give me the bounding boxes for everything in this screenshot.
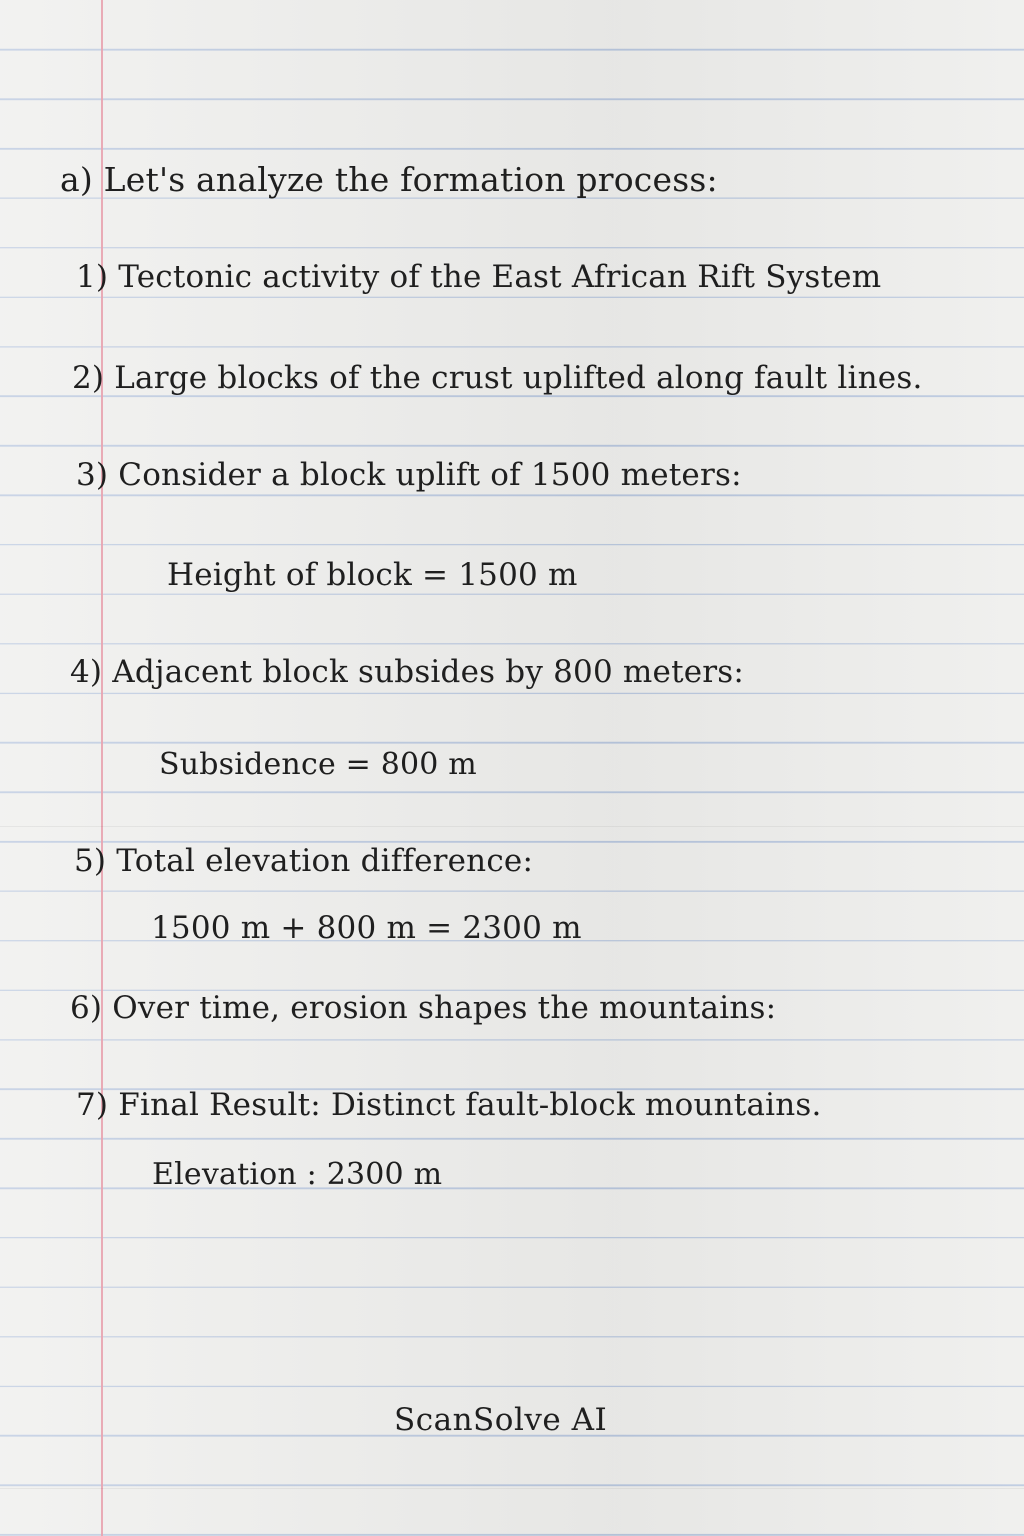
paper-fold (0, 1488, 1024, 1489)
subsidence-calculation: Subsidence = 800 m (159, 747, 477, 782)
step-1: 1) Tectonic activity of the East African Rift System (76, 259, 882, 295)
step-3: 3) Consider a block uplift of 1500 meters: (76, 457, 742, 493)
step-7: 7) Final Result: Distinct fault-block mountains. (76, 1087, 822, 1123)
step-5: 5) Total elevation difference: (74, 843, 534, 879)
page-title: a) Let's analyze the formation process: (60, 160, 718, 199)
step-6: 6) Over time, erosion shapes the mountains: (70, 990, 777, 1026)
paper-fold (0, 826, 1024, 827)
step-4: 4) Adjacent block subsides by 800 meters: (70, 654, 745, 690)
elevation-difference-calculation: 1500 m + 800 m = 2300 m (151, 910, 582, 946)
height-of-block-calculation: Height of block = 1500 m (167, 557, 578, 593)
margin-line (101, 0, 103, 1536)
scansolve-footer: ScanSolve AI (394, 1402, 608, 1438)
step-2: 2) Large blocks of the crust uplifted along fault lines. (72, 360, 923, 396)
final-elevation-result: Elevation : 2300 m (152, 1157, 443, 1192)
